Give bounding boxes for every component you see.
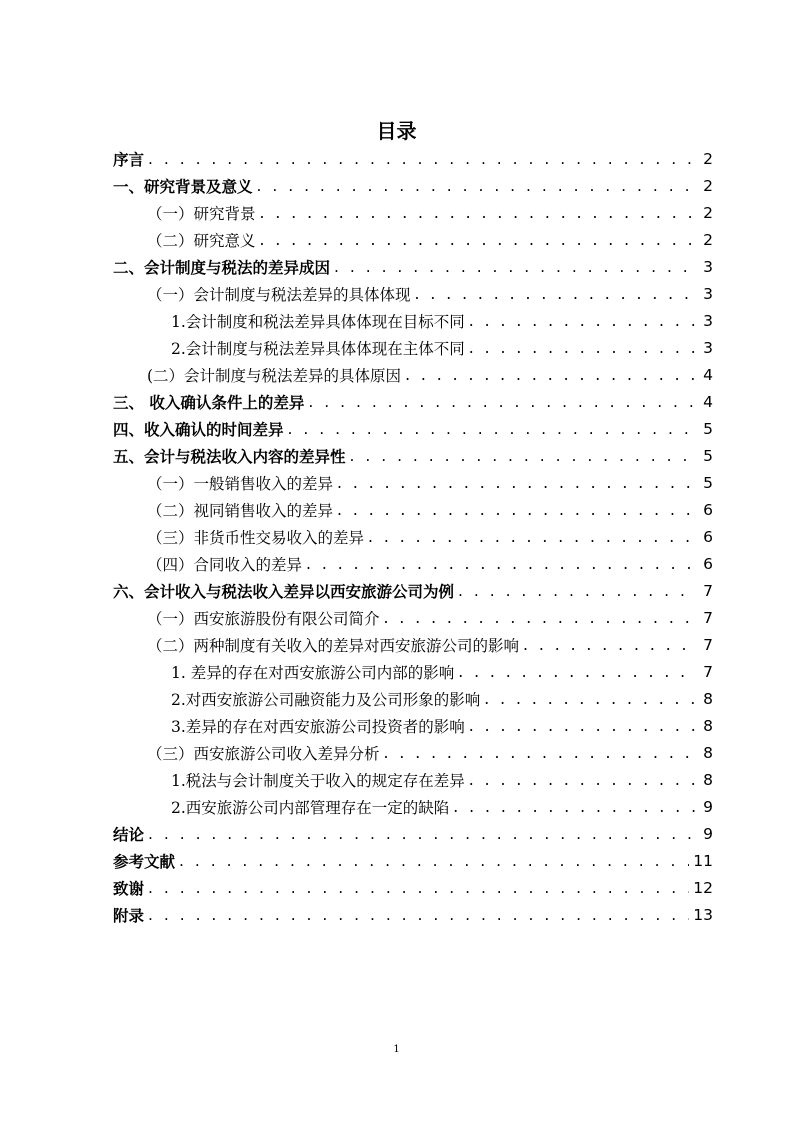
toc-entry-label: （二）两种制度有关收入的差异对西安旅游公司的影响	[147, 636, 520, 655]
toc-entry[interactable]	[113, 820, 713, 847]
toc-leader-dots	[288, 420, 697, 438]
toc-entry-label: （一）研究背景	[147, 204, 256, 223]
toc-entry[interactable]	[113, 334, 713, 361]
toc-entry[interactable]	[113, 577, 713, 604]
toc-entry[interactable]	[113, 658, 713, 685]
toc-entry-page: 2	[703, 176, 713, 195]
toc-entry-page: 8	[703, 689, 713, 708]
toc-entry-page: 5	[703, 419, 713, 438]
toc-entry-page: 6	[703, 527, 713, 546]
toc-entry-page: 13	[693, 905, 713, 924]
toc-entry[interactable]	[113, 253, 713, 280]
toc-entry-label: 参考文献	[113, 852, 176, 871]
toc-entry-page: 7	[703, 662, 713, 681]
toc-entry[interactable]	[113, 199, 713, 226]
toc-entry-page: 12	[693, 878, 713, 897]
toc-entry[interactable]	[113, 226, 713, 253]
toc-leader-dots	[337, 474, 697, 492]
toc-entry[interactable]	[113, 901, 713, 928]
toc-entry-label: 致谢	[113, 879, 145, 898]
toc-entry-label: （三）非货币性交易收入的差异	[147, 528, 365, 547]
toc-entry-label: （一）会计制度与税法差异的具体体现	[147, 285, 411, 304]
page-number: 1	[393, 1044, 400, 1055]
toc-entry-page: 2	[703, 149, 713, 168]
toc-entry[interactable]	[113, 307, 713, 334]
toc-leader-dots	[334, 258, 697, 276]
toc-entry-page: 9	[703, 824, 713, 843]
toc-entry-label: 附录	[113, 906, 145, 925]
toc-leader-dots	[306, 555, 697, 573]
toc-entry-label: 六、会计收入与税法收入差异以西安旅游公司为例	[113, 582, 455, 601]
page-title: 目录	[376, 119, 417, 143]
toc-leader-dots	[368, 528, 697, 546]
toc-entry-label: 二、会计制度与税法的差异成因	[113, 258, 331, 277]
toc-leader-dots	[179, 852, 689, 870]
toc-entry[interactable]	[113, 847, 713, 874]
toc-entry-page: 9	[703, 797, 713, 816]
toc-entry-label: （四）合同收入的差异	[147, 555, 303, 574]
toc-entry-page: 5	[703, 473, 713, 492]
toc-entry[interactable]	[113, 442, 713, 469]
toc-entry-page: 7	[703, 581, 713, 600]
toc-entry-page: 3	[703, 338, 713, 357]
toc-leader-dots	[458, 582, 697, 600]
toc-leader-dots	[384, 609, 697, 627]
toc-entry[interactable]	[113, 280, 713, 307]
toc-entry[interactable]	[113, 793, 713, 820]
toc-leader-dots	[523, 636, 697, 654]
toc-entry-label: （一）西安旅游股份有限公司简介	[147, 609, 380, 628]
toc-leader-dots	[469, 339, 697, 357]
toc-entry-page: 3	[703, 284, 713, 303]
toc-entry-page: 8	[703, 743, 713, 762]
toc-leader-dots	[148, 906, 689, 924]
toc-entry[interactable]	[113, 604, 713, 631]
toc-leader-dots	[453, 798, 697, 816]
toc-entry-label: (二）会计制度与税法差异的具体原因	[147, 366, 402, 385]
toc-entry-label: （一）一般销售收入的差异	[147, 474, 334, 493]
toc-entry-label: （二）视同销售收入的差异	[147, 501, 334, 520]
toc-entry[interactable]	[113, 361, 713, 388]
toc-entry[interactable]	[113, 550, 713, 577]
toc-entry-page: 11	[693, 851, 713, 870]
toc-entry-page: 4	[703, 365, 713, 384]
toc-leader-dots	[469, 312, 697, 330]
toc-entry-page: 2	[703, 203, 713, 222]
toc-leader-dots	[257, 177, 697, 195]
toc-entry[interactable]	[113, 145, 713, 172]
toc-entry-label: 1.会计制度和税法差异具体体现在目标不同	[171, 312, 465, 331]
toc-entry-page: 6	[703, 500, 713, 519]
toc-entry-page: 3	[703, 311, 713, 330]
toc-entry-page: 4	[703, 392, 713, 411]
table-of-contents	[113, 145, 713, 928]
toc-entry-label: 序言	[113, 150, 145, 169]
toc-entry-page: 8	[703, 770, 713, 789]
toc-leader-dots	[484, 690, 697, 708]
toc-entry-page: 7	[703, 635, 713, 654]
toc-leader-dots	[260, 204, 697, 222]
toc-entry[interactable]	[113, 415, 713, 442]
toc-entry-label: 2.会计制度与税法差异具体体现在主体不同	[171, 339, 465, 358]
toc-leader-dots	[405, 366, 697, 384]
toc-leader-dots	[148, 879, 689, 897]
toc-entry-page: 8	[703, 716, 713, 735]
toc-entry-page: 3	[703, 257, 713, 276]
toc-entry-label: 一、研究背景及意义	[113, 177, 253, 196]
toc-entry[interactable]	[113, 685, 713, 712]
toc-entry-label: 结论	[113, 825, 145, 844]
toc-leader-dots	[337, 501, 697, 519]
toc-entry[interactable]	[113, 712, 713, 739]
toc-entry-label: 3.差异的存在对西安旅游公司投资者的影响	[171, 717, 465, 736]
toc-entry[interactable]	[113, 523, 713, 550]
toc-entry[interactable]	[113, 739, 713, 766]
toc-entry-label: 三、 收入确认条件上的差异	[113, 393, 305, 412]
toc-leader-dots	[260, 231, 697, 249]
toc-entry[interactable]	[113, 469, 713, 496]
toc-entry-label: （三）西安旅游公司收入差异分析	[147, 744, 380, 763]
toc-leader-dots	[458, 663, 697, 681]
toc-entry-page: 2	[703, 230, 713, 249]
toc-entry[interactable]	[113, 388, 713, 415]
toc-leader-dots	[148, 150, 697, 168]
toc-leader-dots	[415, 285, 697, 303]
toc-entry[interactable]	[113, 496, 713, 523]
toc-leader-dots	[469, 771, 697, 789]
toc-entry[interactable]	[113, 766, 713, 793]
toc-entry-label: 五、会计与税法收入内容的差异性	[113, 447, 346, 466]
toc-entry[interactable]	[113, 172, 713, 199]
toc-entry-label: （二）研究意义	[147, 231, 256, 250]
toc-leader-dots	[469, 717, 697, 735]
toc-entry-label: 2.西安旅游公司内部管理存在一定的缺陷	[171, 798, 450, 817]
toc-entry-page: 7	[703, 608, 713, 627]
toc-entry[interactable]	[113, 631, 713, 658]
toc-entry[interactable]	[113, 874, 713, 901]
toc-entry-page: 6	[703, 554, 713, 573]
toc-leader-dots	[350, 447, 697, 465]
toc-entry-label: 1.税法与会计制度关于收入的规定存在差异	[171, 771, 465, 790]
toc-entry-page: 5	[703, 446, 713, 465]
toc-entry-label: 2.对西安旅游公司融资能力及公司形象的影响	[171, 690, 481, 709]
toc-leader-dots	[308, 393, 697, 411]
toc-entry-label: 1. 差异的存在对西安旅游公司内部的影响	[171, 663, 455, 682]
toc-leader-dots	[384, 744, 697, 762]
toc-entry-label: 四、收入确认的时间差异	[113, 420, 284, 439]
toc-leader-dots	[148, 825, 697, 843]
